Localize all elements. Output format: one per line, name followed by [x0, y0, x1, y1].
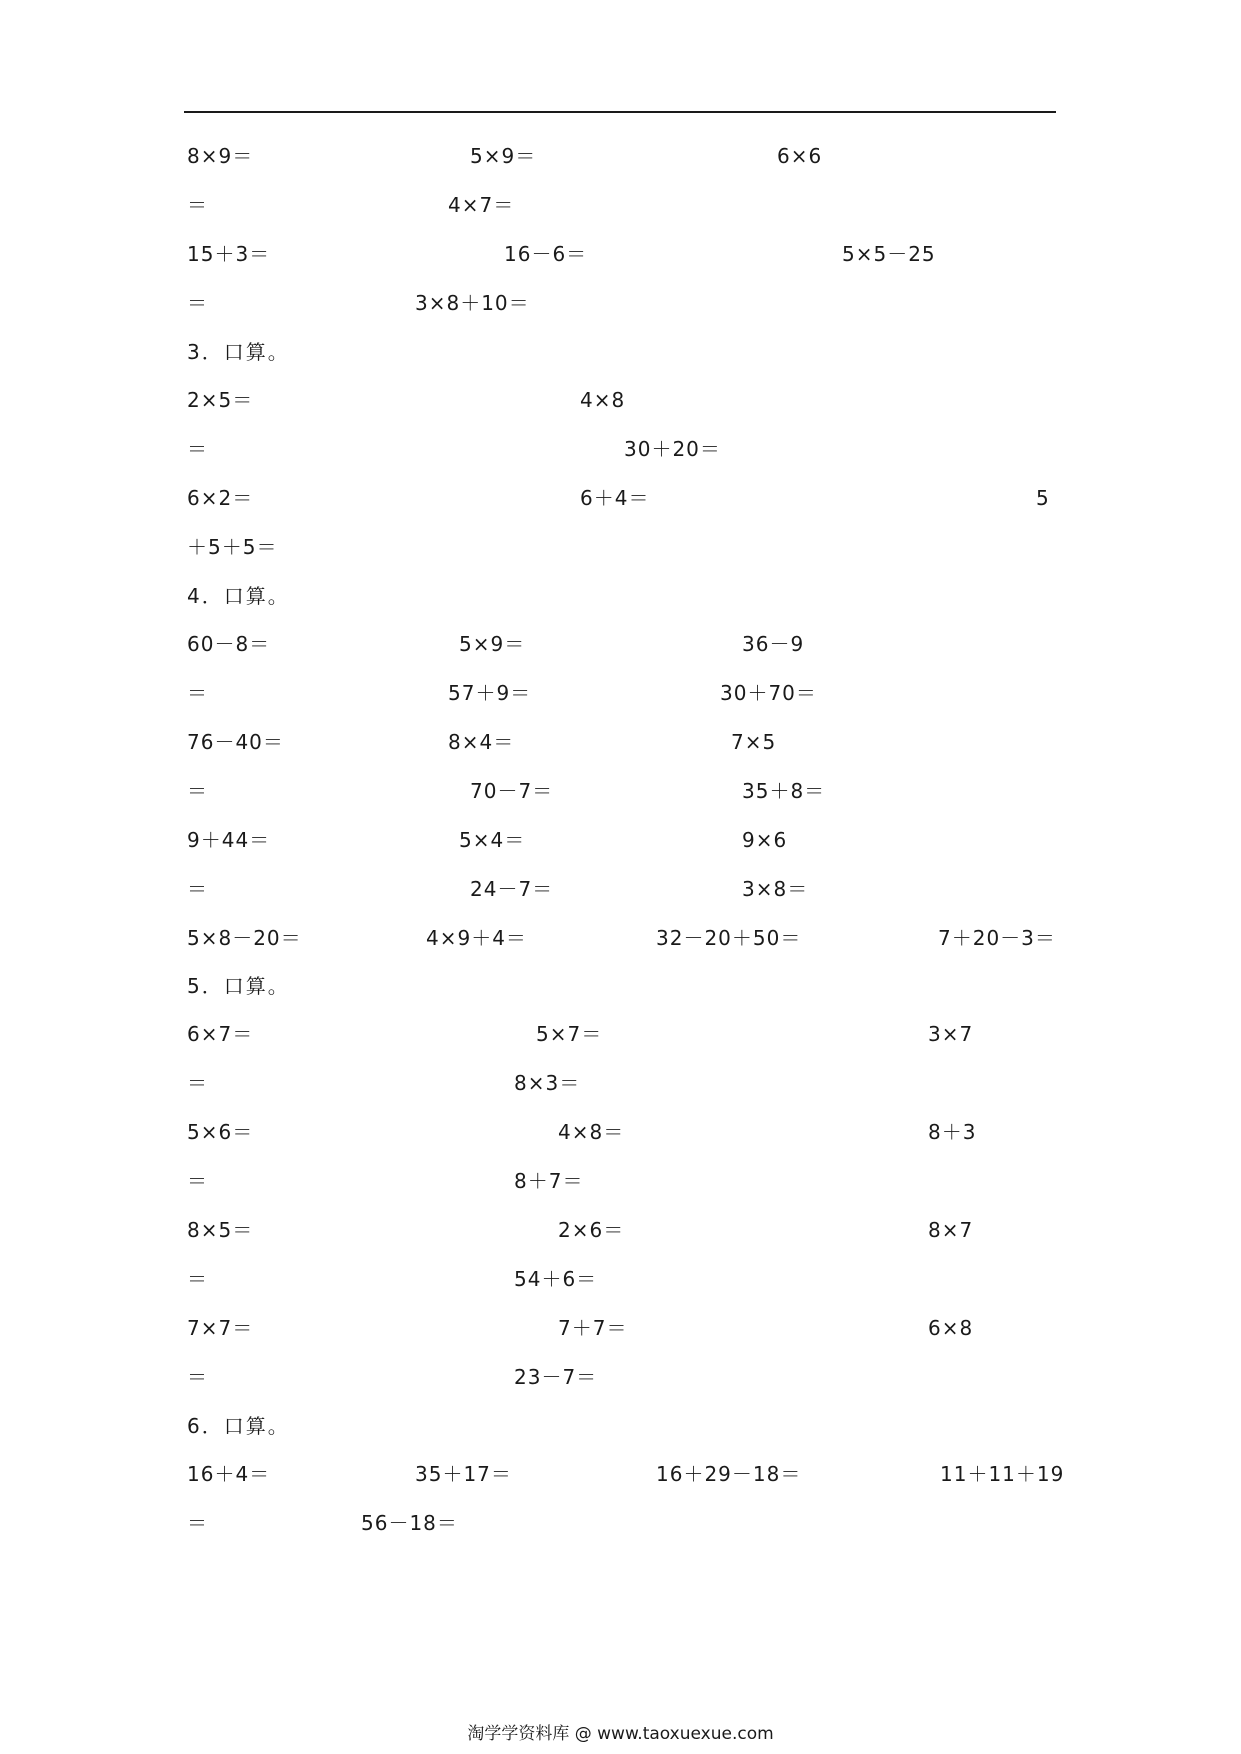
arithmetic-problem: 3×8＝ [742, 877, 809, 901]
section-heading: 3．口算。 [187, 340, 290, 364]
arithmetic-problem: 36－9 [742, 632, 805, 656]
arithmetic-problem: 8×5＝ [187, 1218, 254, 1242]
section-heading: 4．口算。 [187, 584, 290, 608]
arithmetic-problem: 16＋29－18＝ [656, 1462, 802, 1486]
arithmetic-problem: ＝ [187, 437, 208, 461]
arithmetic-problem: 8＋7＝ [514, 1169, 584, 1193]
arithmetic-problem: 5×4＝ [459, 828, 526, 852]
arithmetic-problem: ＋5＋5＝ [187, 535, 278, 559]
arithmetic-problem: 9×6 [742, 828, 788, 852]
problem-row [0, 236, 1241, 272]
arithmetic-problem: ＝ [187, 193, 208, 217]
arithmetic-problem: 7＋7＝ [558, 1316, 628, 1340]
arithmetic-problem: 5×9＝ [470, 144, 537, 168]
arithmetic-problem: 6＋4＝ [580, 486, 650, 510]
arithmetic-problem: 8×4＝ [448, 730, 515, 754]
section-heading: 6．口算。 [187, 1414, 290, 1438]
arithmetic-problem: 4×8＝ [558, 1120, 625, 1144]
arithmetic-problem: 16＋4＝ [187, 1462, 271, 1486]
arithmetic-problem: 2×5＝ [187, 388, 254, 412]
arithmetic-problem: 24－7＝ [470, 877, 554, 901]
arithmetic-problem: 32－20＋50＝ [656, 926, 802, 950]
arithmetic-problem: 23－7＝ [514, 1365, 598, 1389]
problem-row [0, 285, 1241, 321]
problem-row [0, 1505, 1241, 1541]
arithmetic-problem: 6×7＝ [187, 1022, 254, 1046]
arithmetic-problem: 35＋17＝ [415, 1462, 512, 1486]
problem-row [0, 187, 1241, 223]
arithmetic-problem: 8＋3 [928, 1120, 977, 1144]
footer-watermark: 淘学学资料库 @ www.taoxuexue.com [467, 1724, 774, 1744]
arithmetic-problem: 7×5 [731, 730, 777, 754]
arithmetic-problem: 8×7 [928, 1218, 974, 1242]
arithmetic-problem: 4×9＋4＝ [426, 926, 527, 950]
arithmetic-problem: 2×6＝ [558, 1218, 625, 1242]
arithmetic-problem: 4×7＝ [448, 193, 515, 217]
arithmetic-problem: 60－8＝ [187, 632, 271, 656]
problem-row [0, 1212, 1241, 1248]
problem-row [0, 1310, 1241, 1346]
problem-row [0, 431, 1241, 467]
arithmetic-problem: 8×3＝ [514, 1071, 581, 1095]
arithmetic-problem: ＝ [187, 681, 208, 705]
problem-row [0, 1016, 1241, 1052]
problem-row [0, 1065, 1241, 1101]
arithmetic-problem: 30＋20＝ [624, 437, 721, 461]
problem-row [0, 773, 1241, 809]
arithmetic-problem: 57＋9＝ [448, 681, 532, 705]
problem-row [0, 822, 1241, 858]
arithmetic-problem: 56－18＝ [361, 1511, 458, 1535]
arithmetic-problem: 11＋11＋19 [940, 1462, 1065, 1486]
arithmetic-problem: 5 [1036, 486, 1050, 510]
problem-row [0, 1261, 1241, 1297]
arithmetic-problem: ＝ [187, 877, 208, 901]
arithmetic-problem: 7＋20－3＝ [938, 926, 1056, 950]
arithmetic-problem: 5×6＝ [187, 1120, 254, 1144]
arithmetic-problem: 5×5－25 [842, 242, 936, 266]
problem-row [0, 675, 1241, 711]
section-heading: 5．口算。 [187, 974, 290, 998]
arithmetic-problem: ＝ [187, 1267, 208, 1291]
arithmetic-problem: 3×7 [928, 1022, 974, 1046]
arithmetic-problem: ＝ [187, 1365, 208, 1389]
arithmetic-problem: 8×9＝ [187, 144, 254, 168]
arithmetic-problem: 5×8－20＝ [187, 926, 302, 950]
problem-row [0, 871, 1241, 907]
arithmetic-problem: 6×8 [928, 1316, 974, 1340]
arithmetic-problem: ＝ [187, 1071, 208, 1095]
arithmetic-problem: 7×7＝ [187, 1316, 254, 1340]
problem-row [0, 1114, 1241, 1150]
arithmetic-problem: ＝ [187, 779, 208, 803]
problem-row [0, 1359, 1241, 1395]
problem-row [0, 724, 1241, 760]
arithmetic-problem: 70－7＝ [470, 779, 554, 803]
arithmetic-problem: ＝ [187, 291, 208, 315]
arithmetic-problem: 15＋3＝ [187, 242, 271, 266]
arithmetic-problem: 6×6 [777, 144, 823, 168]
problem-row [0, 529, 1241, 565]
problem-row [0, 480, 1241, 516]
arithmetic-problem: 4×8 [580, 388, 626, 412]
arithmetic-problem: 35＋8＝ [742, 779, 826, 803]
arithmetic-problem: 3×8＋10＝ [415, 291, 530, 315]
arithmetic-problem: 16－6＝ [504, 242, 588, 266]
arithmetic-problem: 54＋6＝ [514, 1267, 598, 1291]
problem-row [0, 920, 1241, 956]
arithmetic-problem: 9＋44＝ [187, 828, 271, 852]
problem-row [0, 1456, 1241, 1492]
problem-row [0, 626, 1241, 662]
top-rule [184, 111, 1056, 113]
problem-row [0, 382, 1241, 418]
arithmetic-problem: 5×7＝ [536, 1022, 603, 1046]
problem-row [0, 138, 1241, 174]
arithmetic-problem: 30＋70＝ [720, 681, 817, 705]
arithmetic-problem: 76－40＝ [187, 730, 284, 754]
arithmetic-problem: ＝ [187, 1511, 208, 1535]
arithmetic-problem: 5×9＝ [459, 632, 526, 656]
arithmetic-problem: ＝ [187, 1169, 208, 1193]
arithmetic-problem: 6×2＝ [187, 486, 254, 510]
problem-row [0, 1163, 1241, 1199]
